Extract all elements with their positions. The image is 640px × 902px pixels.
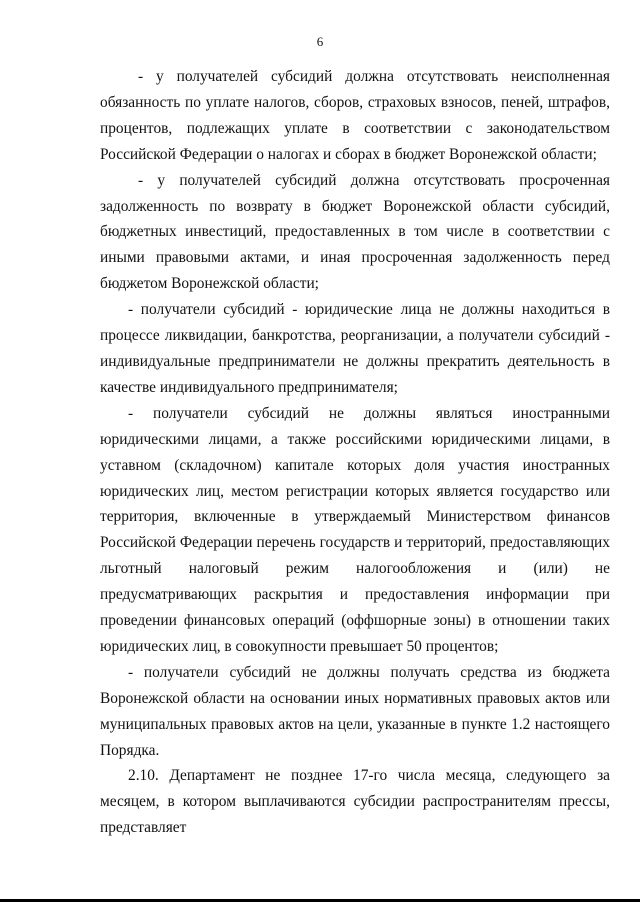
paragraph-overdue-debt: - у получателей субсидий должна отсутствовать просроченная задолженность по возврату в бюджет Воронежской области субсидий, бюджетных инвестиций, предоставленных в том числе в соответствии с иными правовыми актами, и иная просроченная задолженность перед бюджетом Воронежской области;	[100, 171, 610, 293]
paragraph-liquidation: - получатели субсидий - юридические лица не должны находиться в процессе ликвидации, банкротства, реорганизации, а получатели субсидий - индивидуальные предприниматели не должны прекратить деятельность в качестве индивидуального предпринимателя;	[100, 301, 610, 396]
paragraph-other-funding: - получатели субсидий не должны получать средства из бюджета Воронежской области на основании иных нормативных правовых актов или муниципальных правовых актов на цели, указанные в пункте 1.2 настоящего Порядка.	[100, 663, 610, 759]
paragraph-tax-obligations: - у получателей субсидий должна отсутствовать неисполненная обязанность по уплате налогов, сборов, страховых взносов, пеней, штрафов, процентов, подлежащих уплате в соответствии с законодательством Российской Федерации о налогах и сборах в бюджет Воронежской области;	[100, 68, 610, 163]
page-number: 6	[316, 34, 324, 49]
document-body	[100, 64, 610, 841]
paragraph-foreign-entities: - получатели субсидий не должны являться иностранными юридическими лицами, а также российскими юридическими лицами, в уставном (складочном) капитале которых доля участия иностранных юридических лиц, местом регистрации которых является государство или территория, включенные в утверждаемый Министерством финансов Российской Федерации перечень государств и территорий, предоставляющих льготный налоговый режим налогообложения и (или) не предусматривающих раскрытия и предоставления информации при проведении финансовых операций (оффшорные зоны) в отношении таких юридических лиц, в совокупности превышает 50 процентов;	[100, 404, 610, 655]
paragraph-2-10: 2.10. Департамент не позднее 17-го числа месяца, следующего за месяцем, в котором выплачиваются субсидии распространителям прессы, представляет	[100, 767, 610, 837]
